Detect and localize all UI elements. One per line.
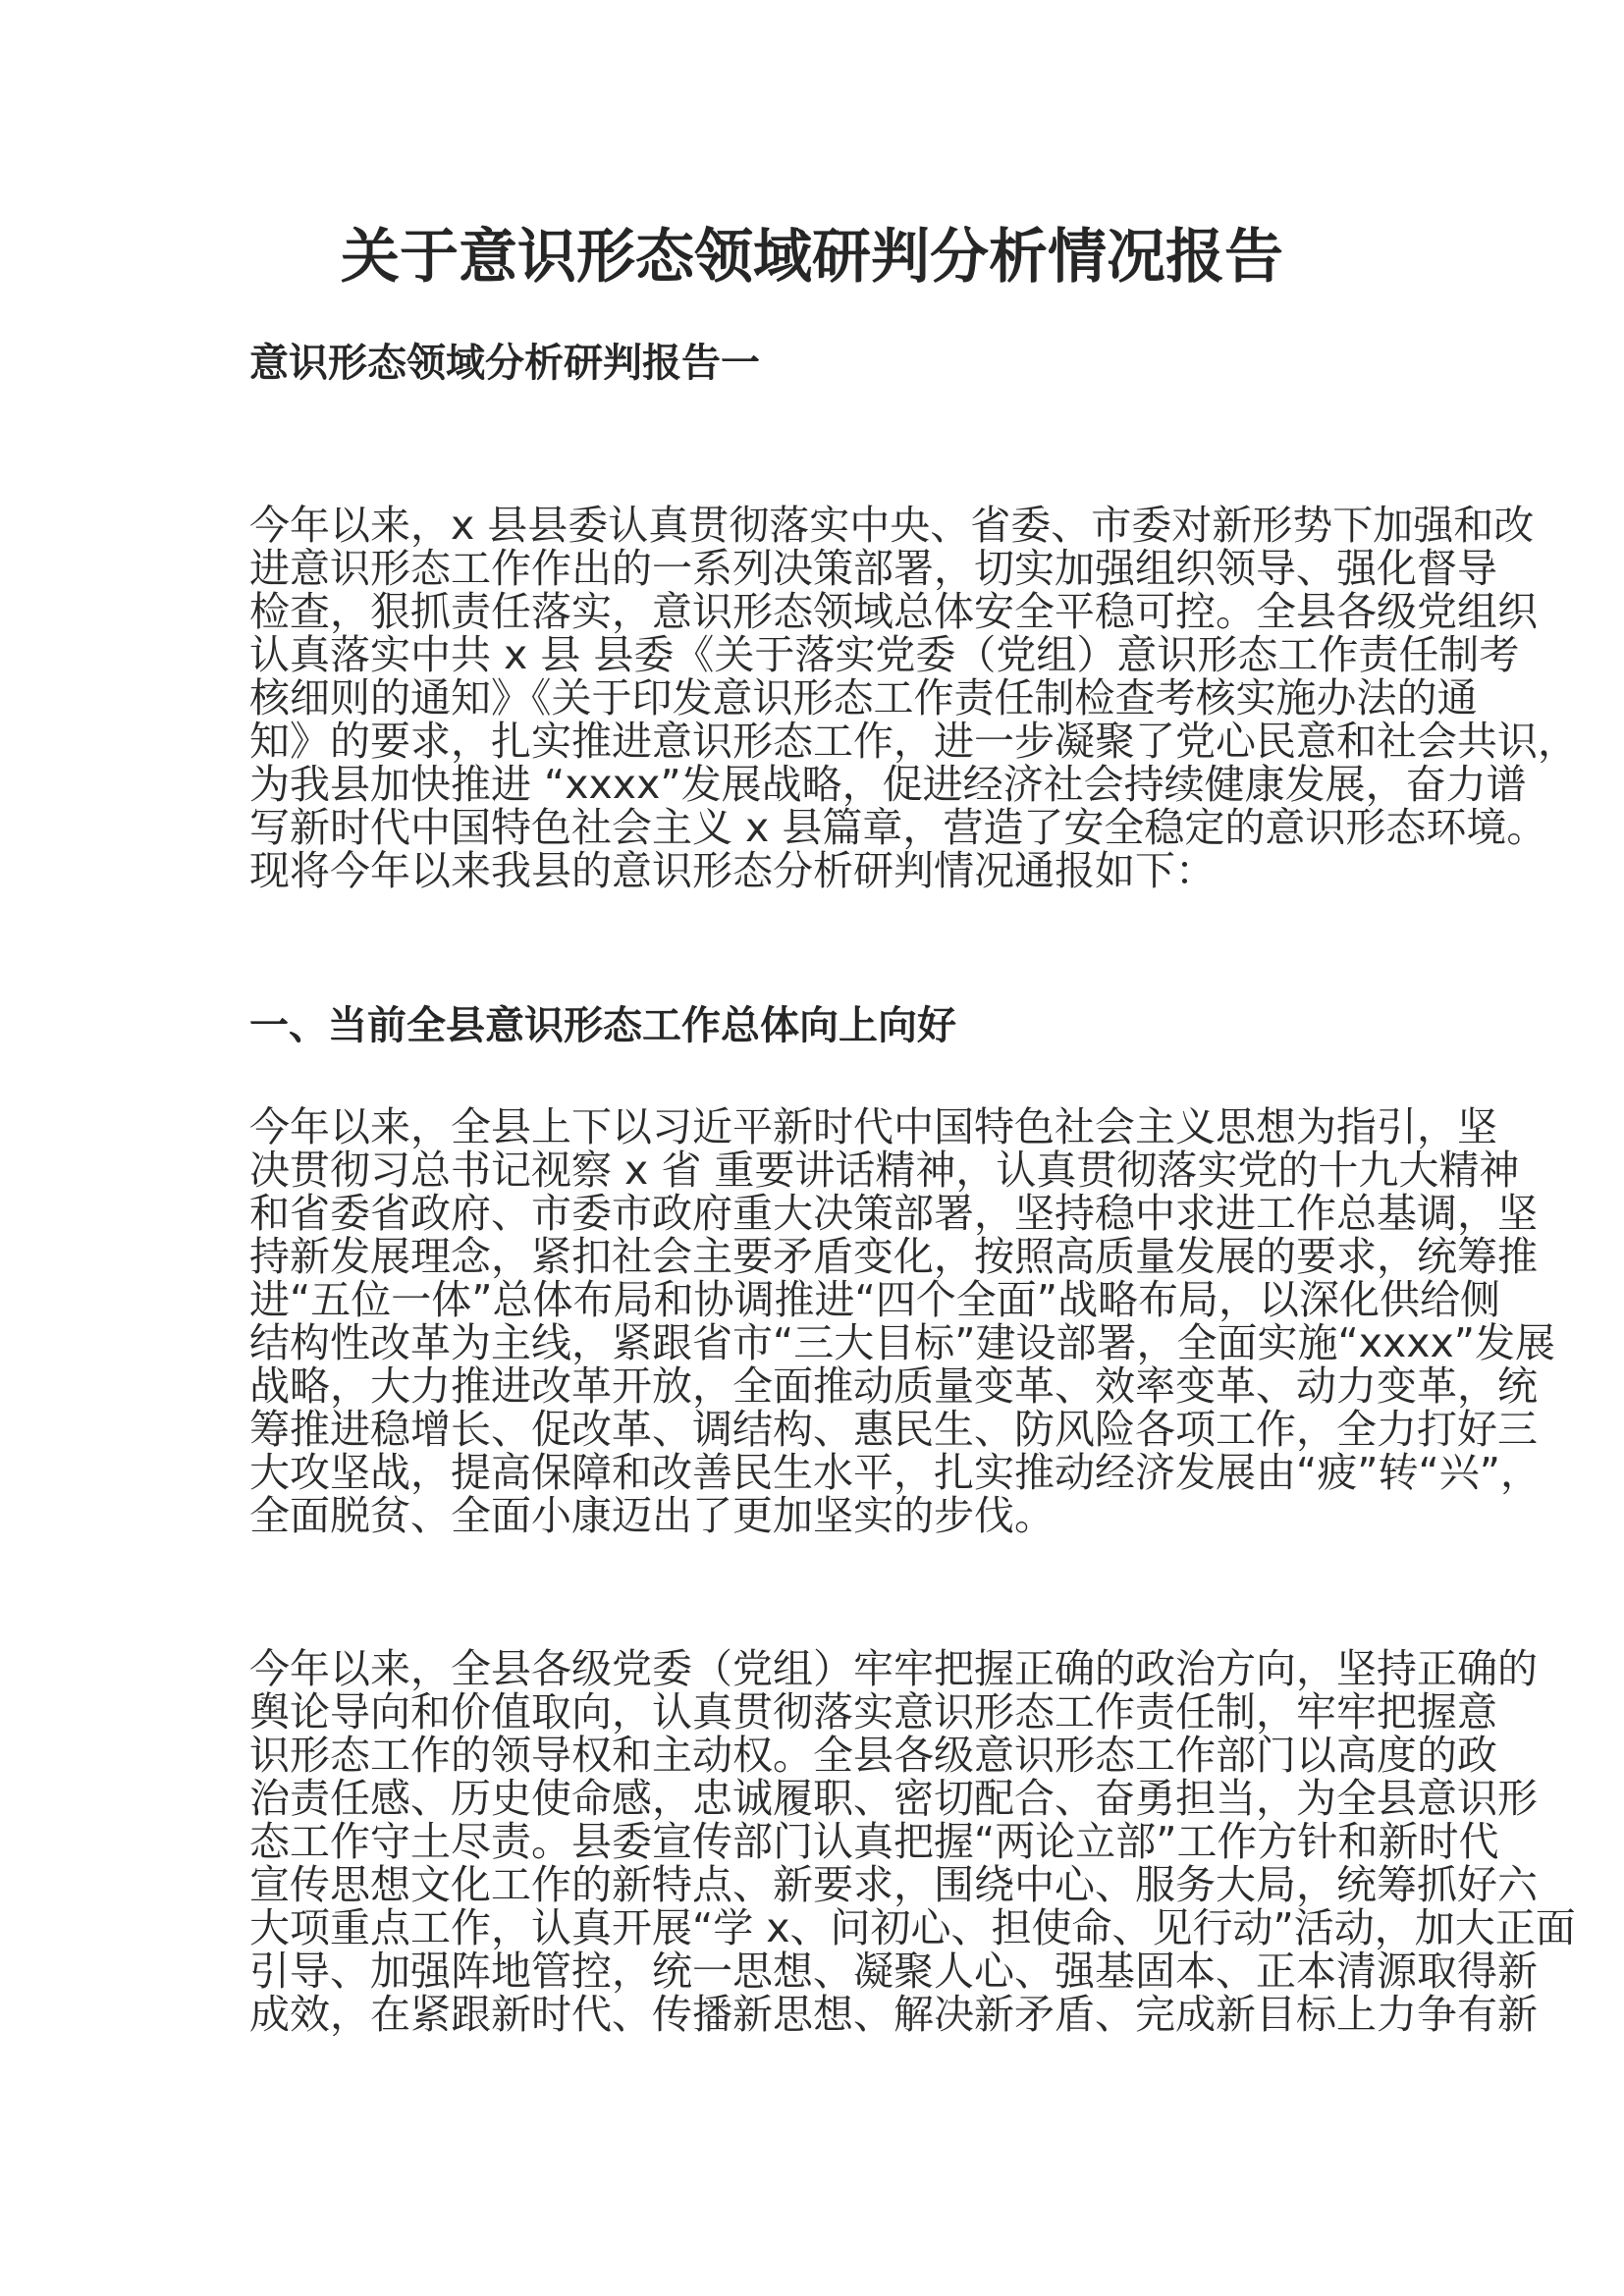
text-line: 识形态工作的领导权和主动权。全县各级意识形态工作部门以高度的政 [249,1732,1497,1779]
text-line: 今年以来，x 县县委认真贯彻落实中央、省委、市委对新形势下加强和改 [249,502,1535,549]
paragraph-intro [249,502,1578,894]
text-line: 战略，大力推进改革开放，全面推动质量变革、效率变革、动力变革，统 [249,1362,1538,1410]
text-line: 舆论导向和价值取向，认真贯彻落实意识形态工作责任制，牢牢把握意 [249,1688,1497,1735]
text-line: 核细则的通知》《关于印发意识形态工作责任制检查考核实施办法的通 [249,674,1478,721]
text-line: 和省委省政府、市委市政府重大决策部署，坚持稳中求进工作总基调，坚 [249,1190,1538,1237]
paragraph-party-committees [249,1645,1576,2038]
document-title: 关于意识形态领域研判分析情况报告 [341,223,1283,292]
text-line: 态工作守土尽责。县委宣传部门认真把握“两论立部”工作方针和新时代 [249,1818,1499,1865]
text-line: 治责任感、历史使命感，忠诚履职、密切配合、奋勇担当，为全县意识形 [249,1775,1538,1822]
text-line: 检查，狠抓责任落实，意识形态领域总体安全平稳可控。全县各级党组织 [249,588,1538,635]
report-subtitle: 意识形态领域分析研判报告一 [249,341,760,386]
text-line: 引导、加强阵地管控，统一思想、凝聚人心、强基固本、正本清源取得新 [249,1948,1538,1995]
text-line: 进意识形态工作作出的一系列决策部署，切实加强组织领导、强化督导 [249,545,1497,592]
text-line: 大项重点工作，认真开展“学 x、问初心、担使命、见行动”活动，加大正面 [249,1904,1576,1951]
text-line: 结构性改革为主线，紧跟省市“三大目标”建设部署，全面实施“xxxx”发展 [249,1319,1556,1366]
section-heading-1: 一、当前全县意识形态工作总体向上向好 [249,1003,956,1048]
text-line: 筹推进稳增长、促改革、调结构、惠民生、防风险各项工作，全力打好三 [249,1406,1538,1453]
paragraph-overall [249,1103,1556,1539]
text-line: 持新发展理念，紧扣社会主要矛盾变化，按照高质量发展的要求，统筹推 [249,1233,1538,1280]
text-line: 宣传思想文化工作的新特点、新要求，围绕中心、服务大局，统筹抓好六 [249,1861,1538,1908]
text-line: 为我县加快推进 “xxxx”发展战略，促进经济社会持续健康发展，奋力谱 [249,761,1527,808]
text-line: 今年以来，全县各级党委（党组）牢牢把握正确的政治方向，坚持正确的 [249,1645,1538,1692]
text-line: 现将今年以来我县的意识形态分析研判情况通报如下： [249,847,1216,894]
text-line: 知》的要求，扎实推进意识形态工作，进一步凝聚了党心民意和社会共识， [249,718,1578,765]
text-line: 写新时代中国特色社会主义 x 县篇章，营造了安全稳定的意识形态环境。 [249,804,1547,851]
text-line: 决贯彻习总书记视察 x 省 重要讲话精神，认真贯彻落实党的十九大精神 [249,1147,1520,1194]
text-line: 认真落实中共 x 县 县委《关于落实党委（党组）意识形态工作责任制考 [249,631,1520,678]
text-line: 成效，在紧跟新时代、传播新思想、解决新矛盾、完成新目标上力争有新 [249,1991,1538,2038]
text-line: 大攻坚战，提高保障和改善民生水平，扎实推动经济发展由“疲”转“兴”， [249,1449,1541,1496]
text-line: 进“五位一体”总体布局和协调推进“四个全面”战略布局，以深化供给侧 [249,1276,1500,1323]
text-line: 今年以来，全县上下以习近平新时代中国特色社会主义思想为指引，坚 [249,1103,1497,1150]
text-line: 全面脱贫、全面小康迈出了更加坚实的步伐。 [249,1492,1055,1539]
